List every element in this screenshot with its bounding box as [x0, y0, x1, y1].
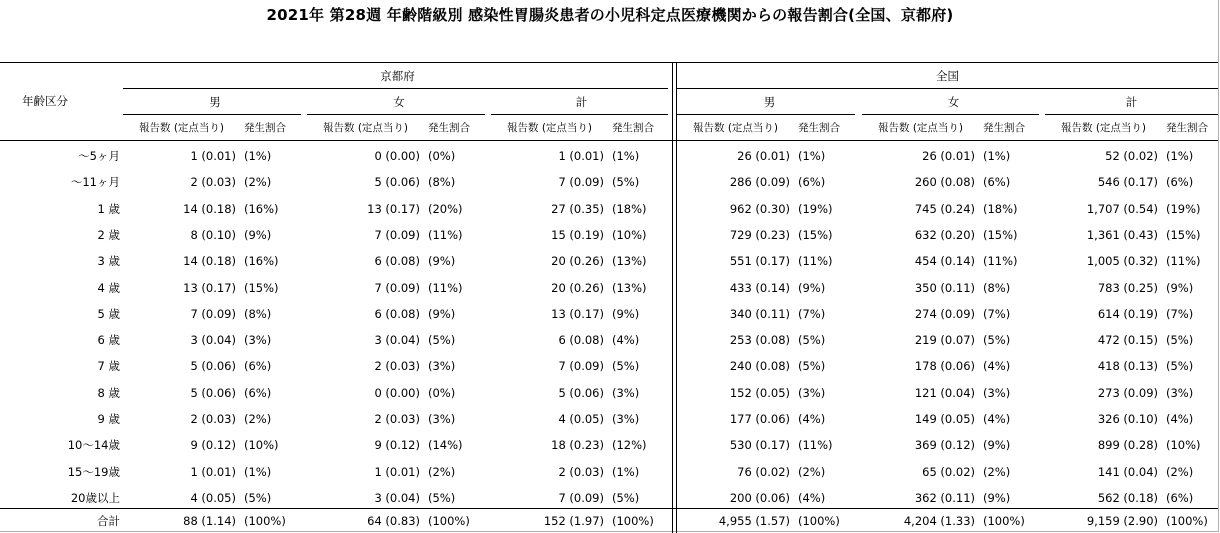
- age-label: 10～14歳: [67, 438, 120, 452]
- rate-cell: (1%): [244, 149, 272, 163]
- report-count-cell: 4,955 (1.57): [718, 514, 790, 528]
- report-count-cell: 2 (0.03): [374, 359, 420, 373]
- total-top-rule: [0, 508, 1218, 509]
- report-count-cell: 3 (0.04): [190, 333, 236, 347]
- rate-cell: (18%): [612, 202, 647, 216]
- rate-cell: (9%): [1166, 281, 1194, 295]
- report-count-cell: 27 (0.35): [551, 202, 604, 216]
- rate-cell: (100%): [612, 514, 654, 528]
- age-label: 3 歳: [97, 254, 120, 268]
- rate-cell: (20%): [428, 202, 463, 216]
- age-label: 1 歳: [97, 202, 120, 216]
- rate-cell: (2%): [798, 465, 826, 479]
- col-header-rate: 発生割合: [1166, 122, 1208, 134]
- report-count-cell: 260 (0.08): [914, 175, 975, 189]
- rate-cell: (4%): [983, 359, 1011, 373]
- total-label: 合計: [97, 514, 120, 528]
- report-count-cell: 350 (0.11): [914, 281, 975, 295]
- sex-rule-5: [1045, 114, 1218, 115]
- rate-cell: (5%): [1166, 359, 1194, 373]
- rate-cell: (0%): [428, 149, 456, 163]
- rate-cell: (8%): [244, 307, 272, 321]
- report-count-cell: 551 (0.17): [729, 254, 790, 268]
- rate-cell: (19%): [798, 202, 833, 216]
- age-label: 2 歳: [97, 228, 120, 242]
- report-count-cell: 13 (0.17): [367, 202, 420, 216]
- region-rule-kyoto: [123, 88, 668, 89]
- report-count-cell: 1,361 (0.43): [1086, 228, 1158, 242]
- age-label: ～5ヶ月: [78, 149, 120, 163]
- report-count-cell: 177 (0.06): [729, 412, 790, 426]
- report-count-cell: 1 (0.01): [190, 149, 236, 163]
- rate-cell: (2%): [244, 412, 272, 426]
- report-count-cell: 433 (0.14): [729, 281, 790, 295]
- rate-cell: (4%): [612, 333, 640, 347]
- col-header-rate: 発生割合: [983, 122, 1025, 134]
- report-count-cell: 0 (0.00): [374, 386, 420, 400]
- rate-cell: (4%): [798, 491, 826, 505]
- rate-cell: (10%): [1166, 438, 1201, 452]
- age-label: 15～19歳: [67, 465, 120, 479]
- report-count-cell: 253 (0.08): [729, 333, 790, 347]
- rate-cell: (5%): [798, 359, 826, 373]
- report-count-cell: 5 (0.06): [558, 386, 604, 400]
- rate-cell: (1%): [612, 465, 640, 479]
- rate-cell: (8%): [983, 281, 1011, 295]
- report-count-cell: 13 (0.17): [183, 281, 236, 295]
- report-count-cell: 562 (0.18): [1097, 491, 1158, 505]
- rate-cell: (12%): [612, 438, 647, 452]
- report-count-cell: 4 (0.05): [190, 491, 236, 505]
- rate-cell: (15%): [983, 228, 1018, 242]
- report-count-cell: 369 (0.12): [914, 438, 975, 452]
- rate-cell: (11%): [983, 254, 1018, 268]
- rate-cell: (11%): [798, 254, 833, 268]
- sex-header-2: 計: [575, 95, 588, 109]
- report-count-cell: 1,707 (0.54): [1086, 202, 1158, 216]
- rate-cell: (5%): [428, 491, 456, 505]
- rate-cell: (100%): [1166, 514, 1208, 528]
- report-count-cell: 5 (0.06): [374, 175, 420, 189]
- rate-cell: (10%): [244, 438, 279, 452]
- rate-cell: (3%): [428, 359, 456, 373]
- report-count-cell: 20 (0.26): [551, 254, 604, 268]
- report-count-cell: 7 (0.09): [374, 281, 420, 295]
- report-count-cell: 2 (0.03): [190, 175, 236, 189]
- col-header-reports: 報告数 (定点当り): [139, 122, 225, 134]
- rate-cell: (1%): [1166, 149, 1194, 163]
- report-count-cell: 745 (0.24): [914, 202, 975, 216]
- rate-cell: (13%): [612, 254, 647, 268]
- rate-cell: (100%): [798, 514, 840, 528]
- col-header-reports: 報告数 (定点当り): [693, 122, 779, 134]
- rate-cell: (2%): [428, 465, 456, 479]
- rate-cell: (6%): [244, 386, 272, 400]
- rate-cell: (19%): [1166, 202, 1201, 216]
- sex-rule-3: [677, 114, 855, 115]
- age-column-header: 年齢区分: [22, 94, 68, 108]
- rate-cell: (9%): [428, 254, 456, 268]
- region-rule-national: [677, 88, 1218, 89]
- sex-rule-1: [307, 114, 485, 115]
- report-count-cell: 2 (0.03): [374, 412, 420, 426]
- rate-cell: (5%): [244, 491, 272, 505]
- rate-cell: (15%): [798, 228, 833, 242]
- report-count-cell: 274 (0.09): [914, 307, 975, 321]
- sex-rule-4: [862, 114, 1039, 115]
- rate-cell: (3%): [428, 412, 456, 426]
- report-count-cell: 454 (0.14): [914, 254, 975, 268]
- rate-cell: (13%): [612, 281, 647, 295]
- report-count-cell: 9 (0.12): [190, 438, 236, 452]
- report-count-cell: 219 (0.07): [914, 333, 975, 347]
- report-count-cell: 362 (0.11): [914, 491, 975, 505]
- rate-cell: (4%): [983, 412, 1011, 426]
- report-count-cell: 14 (0.18): [183, 254, 236, 268]
- rate-cell: (2%): [1166, 465, 1194, 479]
- rate-cell: (5%): [612, 359, 640, 373]
- report-count-cell: 7 (0.09): [558, 359, 604, 373]
- age-label: 6 歳: [97, 333, 120, 347]
- rate-cell: (1%): [983, 149, 1011, 163]
- page-title: 2021年 第28週 年齢階級別 感染性胃腸炎患者の小児科定点医療機関からの報告割合(全国、京都府): [266, 6, 954, 24]
- report-count-cell: 240 (0.08): [729, 359, 790, 373]
- report-count-cell: 5 (0.06): [190, 359, 236, 373]
- rate-cell: (6%): [1166, 491, 1194, 505]
- report-count-cell: 52 (0.02): [1105, 149, 1158, 163]
- sex-header-4: 女: [947, 95, 960, 109]
- rate-cell: (1%): [798, 149, 826, 163]
- report-count-cell: 7 (0.09): [374, 228, 420, 242]
- report-count-cell: 614 (0.19): [1097, 307, 1158, 321]
- rate-cell: (6%): [798, 175, 826, 189]
- sex-rule-2: [491, 114, 668, 115]
- col-header-reports: 報告数 (定点当り): [507, 122, 593, 134]
- rate-cell: (1%): [612, 149, 640, 163]
- report-count-cell: 1 (0.01): [374, 465, 420, 479]
- report-count-cell: 3 (0.04): [374, 333, 420, 347]
- rate-cell: (2%): [244, 175, 272, 189]
- rate-cell: (3%): [612, 412, 640, 426]
- rate-cell: (1%): [244, 465, 272, 479]
- report-count-cell: 0 (0.00): [374, 149, 420, 163]
- col-header-rate: 発生割合: [612, 122, 654, 134]
- age-label: 20歳以上: [70, 491, 120, 505]
- rate-cell: (2%): [983, 465, 1011, 479]
- rate-cell: (18%): [983, 202, 1018, 216]
- sex-rule-0: [123, 114, 301, 115]
- report-count-cell: 6 (0.08): [374, 307, 420, 321]
- report-count-cell: 729 (0.23): [729, 228, 790, 242]
- rate-cell: (3%): [798, 386, 826, 400]
- report-count-cell: 178 (0.06): [914, 359, 975, 373]
- rate-cell: (15%): [244, 281, 279, 295]
- report-count-cell: 64 (0.83): [367, 514, 420, 528]
- header-bottom-rule: [0, 140, 1218, 141]
- rate-cell: (8%): [428, 175, 456, 189]
- rate-cell: (5%): [428, 333, 456, 347]
- rate-cell: (100%): [244, 514, 286, 528]
- rate-cell: (9%): [798, 281, 826, 295]
- rate-cell: (16%): [244, 202, 279, 216]
- report-count-cell: 4 (0.05): [558, 412, 604, 426]
- col-header-rate: 発生割合: [798, 122, 840, 134]
- rate-cell: (7%): [798, 307, 826, 321]
- report-count-cell: 3 (0.04): [374, 491, 420, 505]
- rate-cell: (7%): [1166, 307, 1194, 321]
- report-count-cell: 88 (1.14): [183, 514, 236, 528]
- region-separator-2: [676, 62, 677, 533]
- rate-cell: (5%): [798, 333, 826, 347]
- rate-cell: (11%): [428, 228, 463, 242]
- rate-cell: (5%): [1166, 333, 1194, 347]
- sex-header-5: 計: [1125, 95, 1138, 109]
- report-count-cell: 2 (0.03): [558, 465, 604, 479]
- region-header-national: 全国: [936, 69, 959, 83]
- age-label: 5 歳: [97, 307, 120, 321]
- report-count-cell: 65 (0.02): [922, 465, 975, 479]
- report-count-cell: 9 (0.12): [374, 438, 420, 452]
- report-count-cell: 76 (0.02): [737, 465, 790, 479]
- report-count-cell: 18 (0.23): [551, 438, 604, 452]
- rate-cell: (14%): [428, 438, 463, 452]
- report-count-cell: 152 (1.97): [543, 514, 604, 528]
- rate-cell: (11%): [1166, 254, 1201, 268]
- report-count-cell: 26 (0.01): [737, 149, 790, 163]
- rate-cell: (16%): [244, 254, 279, 268]
- rate-cell: (4%): [798, 412, 826, 426]
- rate-cell: (7%): [983, 307, 1011, 321]
- sex-header-0: 男: [209, 95, 221, 109]
- report-count-cell: 530 (0.17): [729, 438, 790, 452]
- report-count-cell: 899 (0.28): [1097, 438, 1158, 452]
- sex-header-1: 女: [393, 95, 405, 109]
- col-header-reports: 報告数 (定点当り): [323, 122, 409, 134]
- rate-cell: (3%): [244, 333, 272, 347]
- report-count-cell: 13 (0.17): [551, 307, 604, 321]
- col-header-rate: 発生割合: [244, 122, 286, 134]
- report-count-cell: 7 (0.09): [558, 175, 604, 189]
- report-count-cell: 7 (0.09): [558, 491, 604, 505]
- report-count-cell: 340 (0.11): [729, 307, 790, 321]
- report-count-cell: 20 (0.26): [551, 281, 604, 295]
- region-header-kyoto: 京都府: [380, 69, 415, 83]
- report-count-cell: 5 (0.06): [190, 386, 236, 400]
- rate-cell: (5%): [612, 491, 640, 505]
- rate-cell: (5%): [612, 175, 640, 189]
- report-count-cell: 4,204 (1.33): [903, 514, 975, 528]
- age-label: ～11ヶ月: [70, 175, 120, 189]
- rate-cell: (9%): [983, 438, 1011, 452]
- header-top-rule: [0, 62, 1218, 63]
- age-label: 7 歳: [97, 359, 120, 373]
- report-count-cell: 149 (0.05): [914, 412, 975, 426]
- report-count-cell: 152 (0.05): [729, 386, 790, 400]
- rate-cell: (5%): [983, 333, 1011, 347]
- report-count-cell: 418 (0.13): [1097, 359, 1158, 373]
- rate-cell: (15%): [1166, 228, 1201, 242]
- col-header-reports: 報告数 (定点当り): [878, 122, 964, 134]
- rate-cell: (9%): [428, 307, 456, 321]
- sex-header-3: 男: [763, 95, 776, 109]
- rate-cell: (100%): [983, 514, 1025, 528]
- rate-cell: (0%): [428, 386, 456, 400]
- report-count-cell: 6 (0.08): [374, 254, 420, 268]
- report-count-cell: 962 (0.30): [729, 202, 790, 216]
- col-header-rate: 発生割合: [428, 122, 470, 134]
- report-count-cell: 546 (0.17): [1097, 175, 1158, 189]
- age-label: 9 歳: [97, 412, 120, 426]
- report-count-cell: 121 (0.04): [914, 386, 975, 400]
- report-count-cell: 273 (0.09): [1097, 386, 1158, 400]
- rate-cell: (9%): [244, 228, 272, 242]
- report-count-cell: 286 (0.09): [729, 175, 790, 189]
- rate-cell: (100%): [428, 514, 470, 528]
- report-count-cell: 7 (0.09): [190, 307, 236, 321]
- report-count-cell: 1,005 (0.32): [1086, 254, 1158, 268]
- report-count-cell: 326 (0.10): [1097, 412, 1158, 426]
- rate-cell: (9%): [612, 307, 640, 321]
- rate-cell: (4%): [1166, 412, 1194, 426]
- report-count-cell: 8 (0.10): [190, 228, 236, 242]
- region-separator: [672, 62, 673, 533]
- report-count-cell: 6 (0.08): [558, 333, 604, 347]
- report-count-cell: 200 (0.06): [729, 491, 790, 505]
- report-count-cell: 2 (0.03): [190, 412, 236, 426]
- age-label: 4 歳: [97, 281, 120, 295]
- report-count-cell: 15 (0.19): [551, 228, 604, 242]
- col-header-reports: 報告数 (定点当り): [1061, 122, 1147, 134]
- report-count-cell: 783 (0.25): [1097, 281, 1158, 295]
- rate-cell: (11%): [428, 281, 463, 295]
- report-count-cell: 9,159 (2.90): [1086, 514, 1158, 528]
- rate-cell: (11%): [798, 438, 833, 452]
- rate-cell: (3%): [1166, 386, 1194, 400]
- report-count-cell: 26 (0.01): [922, 149, 975, 163]
- rate-cell: (9%): [983, 491, 1011, 505]
- rate-cell: (3%): [983, 386, 1011, 400]
- rate-cell: (3%): [612, 386, 640, 400]
- rate-cell: (6%): [244, 359, 272, 373]
- rate-cell: (6%): [1166, 175, 1194, 189]
- report-count-cell: 1 (0.01): [190, 465, 236, 479]
- report-count-cell: 632 (0.20): [914, 228, 975, 242]
- report-count-cell: 14 (0.18): [183, 202, 236, 216]
- age-label: 8 歳: [97, 386, 120, 400]
- report-count-cell: 1 (0.01): [558, 149, 604, 163]
- report-count-cell: 141 (0.04): [1097, 465, 1158, 479]
- rate-cell: (6%): [983, 175, 1011, 189]
- report-count-cell: 472 (0.15): [1097, 333, 1158, 347]
- rate-cell: (10%): [612, 228, 647, 242]
